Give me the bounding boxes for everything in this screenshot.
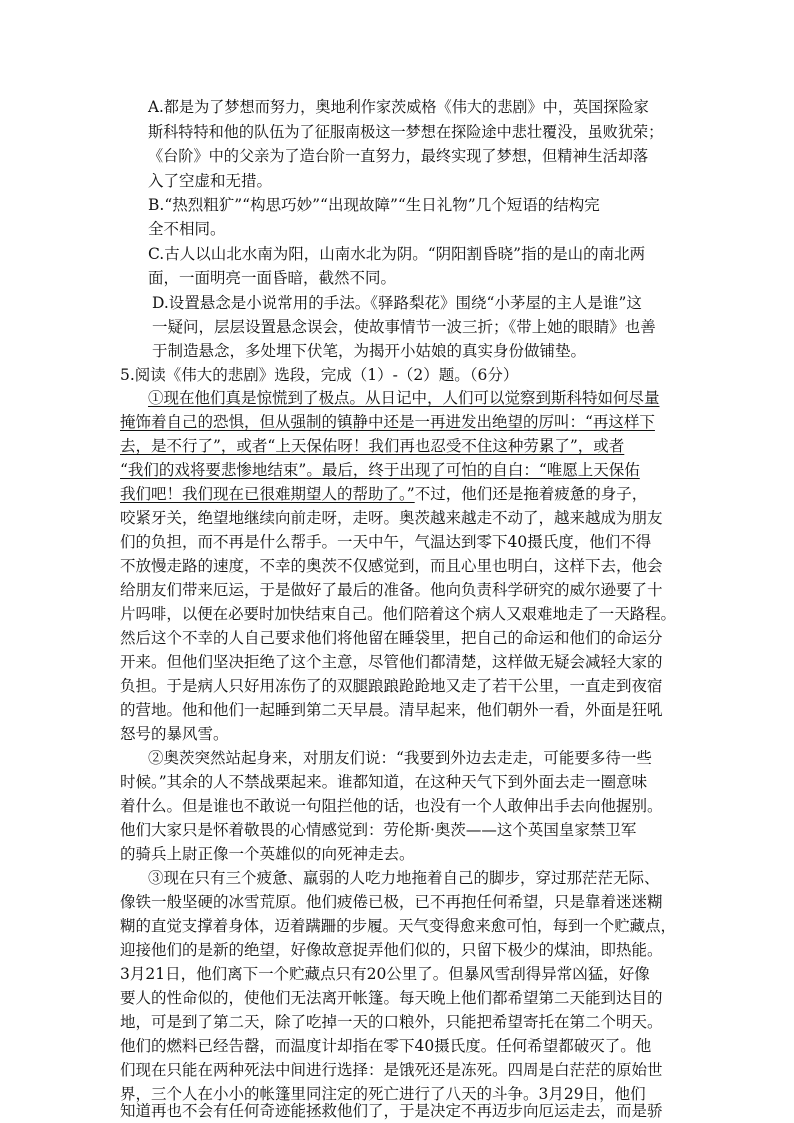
p1-line-1: ①现在他们真是惊慌到了极点。从日记中，人们可以觉察到斯科特如何尽量	[148, 389, 660, 407]
p2-line-3: 着什么。但是谁也不敢说一句阻拦他的话，也没有一个人敢伸出手去向他握别。	[120, 797, 663, 815]
p1-line-7: 们的负担，而不再是什么帮手。一天中午，气温达到零下40摄氏度，他们不得	[120, 533, 652, 551]
p3-line-6: 要人的性命似的，使他们无法离开帐篷。每天晚上他们都希望第二天能到达目的	[120, 989, 663, 1007]
option-b-line-1: B.“热烈粗犷”“构思巧妙”“出现故障”“生日礼物”几个短语的结构完	[148, 196, 600, 214]
p2-line-1: ②奥茨突然站起身来，对朋友们说：“我要到外边去走走，可能要多待一些	[148, 749, 652, 767]
option-d-line-3: 于制造悬念，多处埋下伏笔，为揭开小姑娘的真实身份做铺垫。	[152, 342, 587, 360]
p3-line-7: 地，可是到了第二天，除了吃掉一天的口粮外，只能把希望寄托在第二个明天。	[120, 1013, 663, 1031]
p1-line-6: 咬紧牙关，绝望地继续向前走呀，走呀。奥茨越来越走不动了，越来越成为朋友	[120, 509, 663, 527]
p1-line-2: 掩饰着自己的恐惧，但从强制的镇静中还是一再进发出绝望的厉叫：“再这样下	[120, 413, 655, 431]
p2-line-4: 他们大家只是怀着敬畏的心情感觉到：劳伦斯·奥茨——这个英国皇家禁卫军	[120, 821, 637, 839]
p3-line-5: 3月21日，他们离下一个贮藏点只有20公里了。但暴风雪刮得异常凶猛，好像	[120, 965, 650, 983]
p1-line-14: 的营地。他和他们一起睡到第二天早晨。清早起来，他们朝外一看，外面是狂吼	[120, 701, 663, 719]
option-a-line-3: 《台阶》中的父亲为了造台阶一直努力，最终实现了梦想，但精神生活却落	[148, 147, 649, 165]
p1-line-4: “我们的戏将要悲惨地结束”。最后，终于出现了可怕的自白：“唯愿上天保佑	[120, 461, 640, 479]
option-a-line-4: 入了空虚和无措。	[148, 172, 273, 190]
p3-line-3: 糊的直觉支撑着身体，迈着蹒跚的步履。天气变得愈来愈可怕，每到一个贮藏点，	[120, 917, 677, 935]
p3-line-8: 他们的燃料已经告罄，而温度计却指在零下40摄氏度。任何希望都破灭了。他	[120, 1037, 652, 1055]
p2-line-5: 的骑兵上尉正像一个英雄似的向死神走去。	[120, 845, 415, 863]
p1-line-5a: 我们吧！我们现在已很难期望人的帮助了。”	[120, 485, 415, 503]
option-c-line-1: C.古人以山北水南为阳，山南水北为阴。“阴阳割昏晓”指的是山的南北两	[148, 245, 646, 263]
p1-line-13: 负担。于是病人只好用冻伤了的双腿踉踉跄跄地又走了若干公里，一直走到夜宿	[120, 677, 663, 695]
p3-line-10: 界，三个人在小小的帐篷里同注定的死亡进行了八天的斗争。3月29日，他们	[120, 1085, 646, 1103]
option-a-line-2: 斯科特特和他的队伍为了征服南极这一梦想在探险途中悲壮覆没，虽败犹荣；	[148, 123, 664, 141]
p1-line-3: 去，是不行了”，或者“上天保佑呀！我们再也忍受不住这种劳累了”，或者	[120, 437, 625, 455]
option-d-line-2: 一疑问，层层设置悬念误会，使故事情节一波三折；《带上她的眼睛》也善	[152, 318, 656, 336]
p1-line-8: 不放慢走路的速度，不幸的奥茨不仅感觉到，而且心里也明白，这样下去，他会	[120, 557, 663, 575]
option-b-line-2: 全不相同。	[148, 220, 226, 238]
p1-line-12: 开来。但他们坚决拒绝了这个主意，尽管他们都清楚，这样做无疑会减轻大家的	[120, 653, 663, 671]
p3-line-9: 们现在只能在两种死法中间进行选择：是饿死还是冻死。四周是白茫茫的原始世	[120, 1061, 663, 1079]
p1-line-10: 片吗啡，以便在必要时加快结束自己。他们陪着这个病人又艰难地走了一天路程。	[120, 605, 677, 623]
option-c-line-2: 面，一面明亮一面昏暗，截然不同。	[148, 269, 397, 287]
p3-line-11: 知道再也不会有任何奇迹能拯救他们了，于是决定不再迈步向厄运走去，而是骄	[120, 1102, 663, 1120]
p1-line-11: 然后这个不幸的人自己要求他们将他留在睡袋里，把自己的命运和他们的命运分	[120, 629, 663, 647]
p2-line-2: 时候。”其余的人不禁战栗起来。谁都知道，在这种天气下到外面去走一圈意味	[120, 773, 648, 791]
p1-line-9: 给朋友们带来厄运，于是做好了最后的准备。他向负责科学研究的威尔逊要了十	[120, 581, 663, 599]
option-d-line-1: D.设置悬念是小说常用的手法。《驿路梨花》围绕“小茅屋的主人是谁”这	[152, 294, 642, 312]
p1-line-15: 怒号的暴风雪。	[120, 725, 229, 743]
p1-line-5b: 不过，他们还是拖着疲惫的身子，	[414, 485, 648, 503]
question-5-heading: 5.阅读《伟大的悲剧》选段，完成（1）-（2）题。（6分）	[120, 366, 519, 384]
p3-line-4: 迎接他们的是新的绝望，好像故意捉弄他们似的，只留下极少的煤油，即热能。	[120, 941, 663, 959]
option-a-line-1: A.都是为了梦想而努力，奥地利作家茨威格《伟大的悲剧》中，英国探险家	[148, 98, 649, 116]
p3-line-2: 像铁一般坚硬的冰雪荒原。他们疲倦已极，已不再抱任何希望，只是靠着迷迷糊	[120, 893, 663, 911]
p3-line-1: ③现在只有三个疲惫、羸弱的人吃力地拖着自己的脚步，穿过那茫茫无际、	[148, 869, 660, 887]
